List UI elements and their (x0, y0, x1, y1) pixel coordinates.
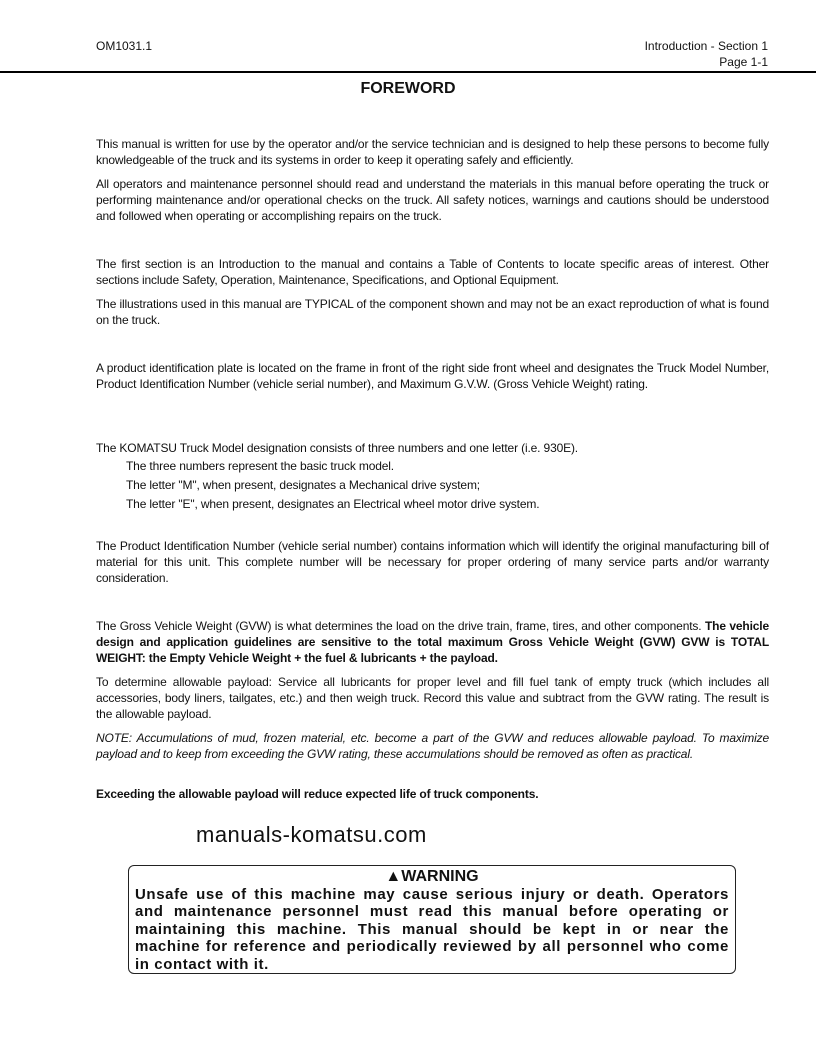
warning-triangle-icon: ▲ (385, 868, 402, 885)
paragraph: The KOMATSU Truck Model designation consists of three numbers and one letter (i.e. 930E). (96, 441, 578, 455)
section-label: Introduction - Section 1 (644, 39, 768, 53)
warning-title-text: WARNING (401, 868, 479, 885)
page-title: FOREWORD (360, 80, 456, 97)
list-item: The three numbers represent the basic truck model. (126, 459, 394, 473)
gvw-bold-text: The vehicle design and application guidelines are sensitive to the total maximum Gross Vehicle Weight (GVW) GVW is TOTAL WEIGHT: the Empty Vehicle Weight + the fuel & lubricants + the payload. (96, 619, 769, 665)
watermark: manuals-komatsu.com (196, 822, 427, 847)
page-number: Page 1-1 (719, 55, 768, 69)
paragraph: The illustrations used in this manual are TYPICAL of the component shown and may not be an exact reproduction of what is found on the truck. (96, 297, 769, 327)
warning-title (135, 868, 729, 886)
doc-id: OM1031.1 (96, 39, 153, 53)
paragraph: The first section is an Introduction to the manual and contains a Table of Contents to locate specific areas of interest. Other sections include Safety, Operation, Maintenance, Specifications, and Optional Equipment. (96, 257, 769, 287)
warning-box (128, 865, 736, 974)
paragraph: To determine allowable payload: Service all lubricants for proper level and fill fuel tank of empty truck (which includes all accessories, body liners, tailgates, etc.) and then weigh truck. Record this value and subtract from the GVW rating. The result is the allowable payload. (96, 675, 769, 721)
paragraph: This manual is written for use by the operator and/or the service technician and is designed to help these persons to become fully knowledgeable of the truck and its systems in order to keep it operating safely and efficiently. (96, 137, 769, 167)
warning-text: Unsafe use of this machine may cause serious injury or death. Operators and maintenance personnel must read this manual before operating or maintaining this machine. This manual should be kept in or near the machine for reference and periodically reviewed by all personnel who come in contact with it. (135, 885, 729, 973)
paragraph (96, 618, 769, 666)
payload-caution: Exceeding the allowable payload will reduce expected life of truck components. (96, 787, 539, 801)
gvw-text: The Gross Vehicle Weight (GVW) is what determines the load on the drive train, frame, tires, and other components. (96, 619, 702, 633)
note: NOTE: Accumulations of mud, frozen material, etc. become a part of the GVW and reduces allowable payload. To maximize payload and to keep from exceeding the GVW rating, these accumulations should be removed as often as practical. (96, 731, 769, 761)
header-rule (0, 71, 816, 73)
paragraph: All operators and maintenance personnel should read and understand the materials in this manual before operating the truck or performing maintenance and/or operational checks on the truck. All safety notices, warnings and cautions should be understood and followed when operating or accomplishing repairs on the truck. (96, 177, 769, 223)
paragraph: The Product Identification Number (vehicle serial number) contains information which will identify the original manufacturing bill of material for this unit. This complete number will be necessary for proper ordering of many service parts and/or warranty consideration. (96, 539, 769, 585)
list-item: The letter "M", when present, designates a Mechanical drive system; (126, 478, 480, 492)
paragraph: A product identification plate is located on the frame in front of the right side front wheel and designates the Truck Model Number, Product Identification Number (vehicle serial number), and Maximum G.V.W. (Gross Vehicle Weight) rating. (96, 361, 769, 391)
list-item: The letter "E", when present, designates an Electrical wheel motor drive system. (126, 497, 540, 511)
